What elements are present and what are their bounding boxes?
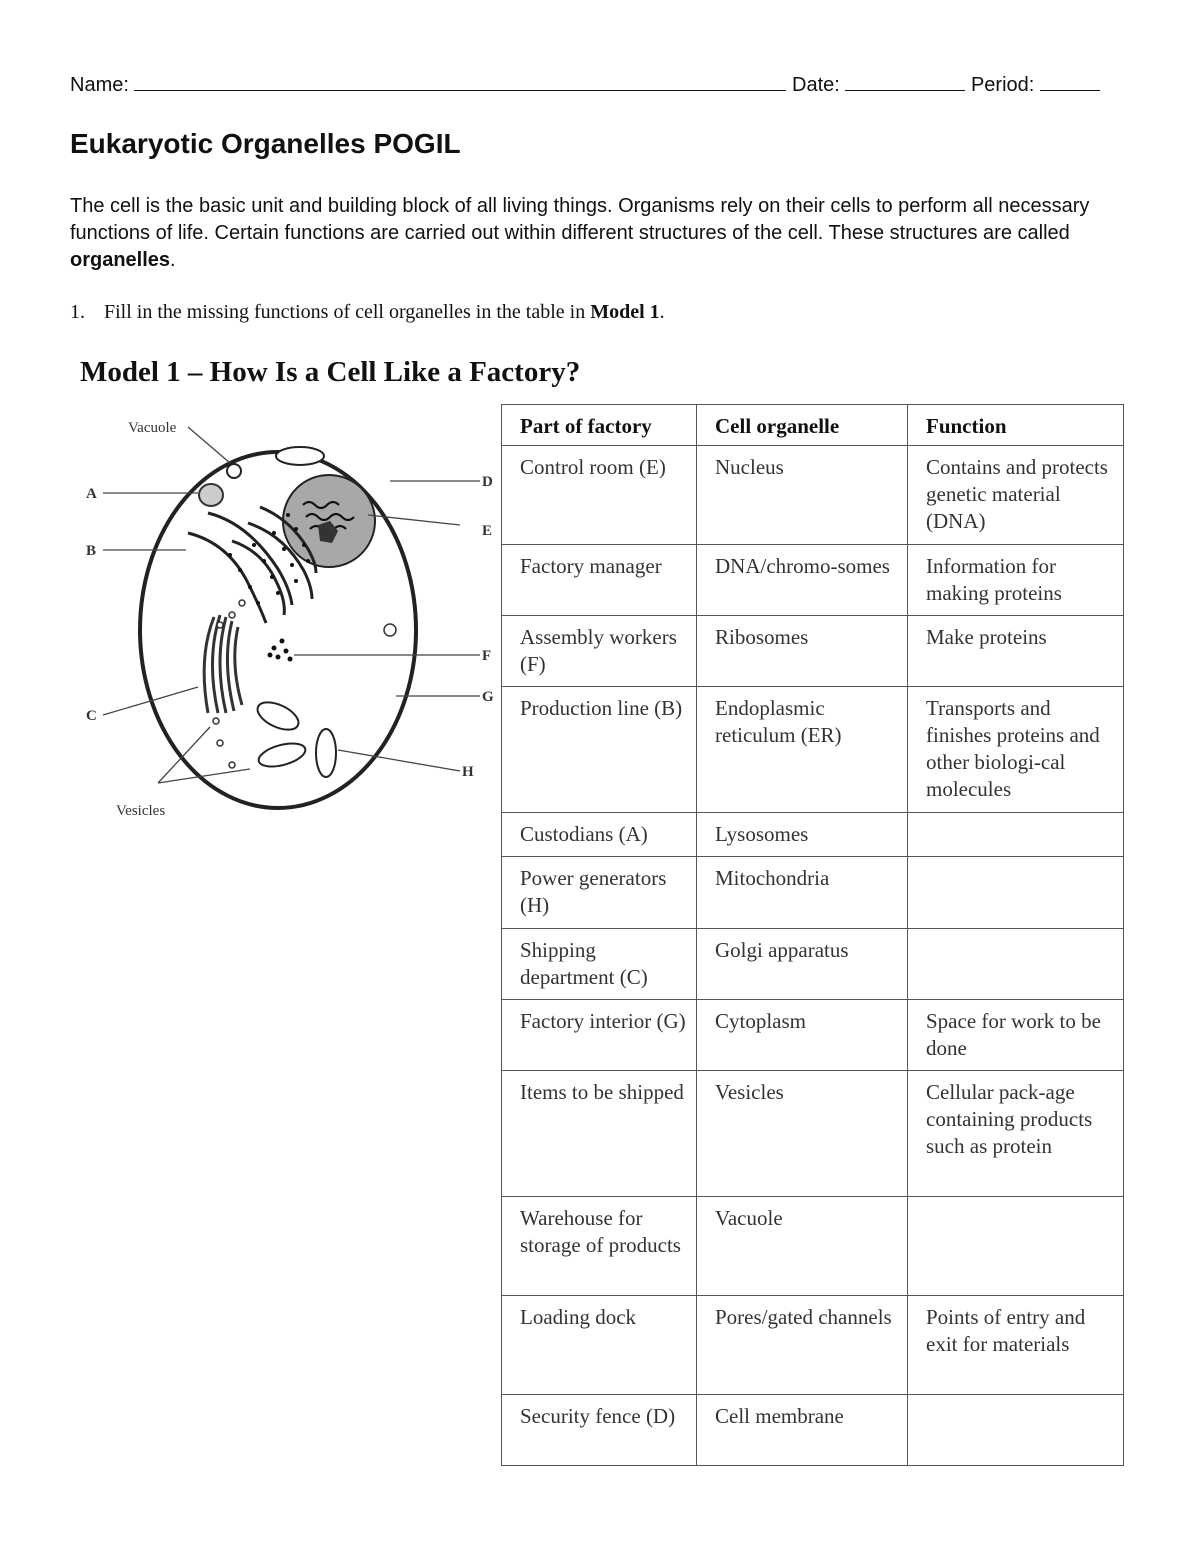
cell-organelle: DNA/chromo-somes <box>697 545 908 616</box>
page-title: Eukaryotic Organelles POGIL <box>70 128 461 159</box>
cell-function-blank[interactable] <box>908 1395 1124 1466</box>
name-blank[interactable] <box>134 72 786 91</box>
cell-organelle: Vacuole <box>697 1197 908 1296</box>
vacuole-shape <box>227 464 241 478</box>
table-row <box>502 1296 1124 1395</box>
intro-text: The cell is the basic unit and building block of all living things. Organisms rely on their cells to perform all necessary functions of life. Certain functions are carried out within different structures of the cell. These structures are called <box>70 195 1090 244</box>
table-row <box>502 616 1124 687</box>
cell-function: Points of entry and exit for materials <box>908 1296 1124 1395</box>
cell-diagram <box>78 405 498 825</box>
letter-e: E <box>482 523 493 539</box>
letter-g: G <box>482 689 494 705</box>
cell-organelle: Pores/gated channels <box>697 1296 908 1395</box>
period-label: Period: <box>970 74 1035 96</box>
table-row <box>502 929 1124 1000</box>
vacuole-label: Vacuole <box>128 420 177 436</box>
period-blank[interactable] <box>1040 72 1100 91</box>
name-label: Name: <box>70 74 129 96</box>
header-organelle: Cell organelle <box>697 405 908 446</box>
cell-function: Information for making proteins <box>908 545 1124 616</box>
cell-part: Factory interior (G) <box>502 1000 697 1071</box>
cell-part: Security fence (D) <box>502 1395 697 1466</box>
cell-organelle: Cell membrane <box>697 1395 908 1466</box>
worksheet-header <box>70 72 1130 97</box>
cell-part: Custodians (A) <box>502 813 697 857</box>
question-1 <box>70 301 1140 324</box>
letter-h: H <box>462 764 474 780</box>
letter-b: B <box>86 543 97 559</box>
cell-part: Shipping department (C) <box>502 929 697 1000</box>
cell-organelle: Nucleus <box>697 446 908 545</box>
cell-organelle: Lysosomes <box>697 813 908 857</box>
table-row <box>502 545 1124 616</box>
cell-function-blank[interactable] <box>908 857 1124 929</box>
cell-part: Loading dock <box>502 1296 697 1395</box>
question-text: Fill in the missing functions of cell organelles in the table in <box>104 301 591 323</box>
letter-a: A <box>86 486 97 502</box>
cell-function: Space for work to be done <box>908 1000 1124 1071</box>
cell-part: Warehouse for storage of products <box>502 1197 697 1296</box>
letter-d: D <box>482 474 493 490</box>
letter-f: F <box>482 648 492 664</box>
date-label: Date: <box>792 74 840 96</box>
cell-part: Items to be shipped <box>502 1071 697 1197</box>
intro-bold-term: organelles <box>70 249 171 271</box>
cell-organelle: Ribosomes <box>697 616 908 687</box>
cell-part: Production line (B) <box>502 687 697 813</box>
cell-function: Transports and finishes proteins and other biologi-cal molecules <box>908 687 1124 813</box>
cell-function-blank[interactable] <box>908 813 1124 857</box>
cell-organelle: Mitochondria <box>697 857 908 929</box>
date-blank[interactable] <box>845 72 965 91</box>
table-row <box>502 1071 1124 1197</box>
cell-function: Cellular pack-age containing products such as protein <box>908 1071 1124 1197</box>
cell-function: Contains and protects genetic material (DNA) <box>908 446 1124 545</box>
cell-organelle: Endoplasmic reticulum (ER) <box>697 687 908 813</box>
intro-paragraph <box>70 193 1140 274</box>
question-end: . <box>659 301 665 323</box>
cell-function-blank[interactable] <box>908 929 1124 1000</box>
intro-end: . <box>170 249 176 271</box>
cell-part: Control room (E) <box>502 446 697 545</box>
header-part: Part of factory <box>502 405 697 446</box>
header-function: Function <box>908 405 1124 446</box>
question-number: 1. <box>70 301 85 323</box>
cell-organelle: Vesicles <box>697 1071 908 1197</box>
nucleus-shape <box>283 475 375 567</box>
model-title: Model 1 – How Is a Cell Like a Factory? <box>80 356 581 388</box>
cell-function: Make proteins <box>908 616 1124 687</box>
factory-table <box>501 404 1124 1466</box>
vesicles-label: Vesicles <box>116 803 166 819</box>
table-row <box>502 857 1124 929</box>
golgi-shape <box>204 615 242 713</box>
table-row <box>502 1197 1124 1296</box>
table-row <box>502 687 1124 813</box>
question-model-ref: Model 1 <box>590 301 660 323</box>
cell-organelle: Golgi apparatus <box>697 929 908 1000</box>
cell-part: Assembly workers (F) <box>502 616 697 687</box>
table-row <box>502 1395 1124 1466</box>
vesicle-shapes <box>213 600 396 768</box>
cell-part: Power generators (H) <box>502 857 697 929</box>
table-row <box>502 1000 1124 1071</box>
cell-part: Factory manager <box>502 545 697 616</box>
table-header-row <box>502 405 1124 446</box>
cell-organelle: Cytoplasm <box>697 1000 908 1071</box>
cell-function-blank[interactable] <box>908 1197 1124 1296</box>
table-row <box>502 446 1124 545</box>
table-row <box>502 813 1124 857</box>
letter-c: C <box>86 708 97 724</box>
lysosome-shape <box>199 484 223 506</box>
